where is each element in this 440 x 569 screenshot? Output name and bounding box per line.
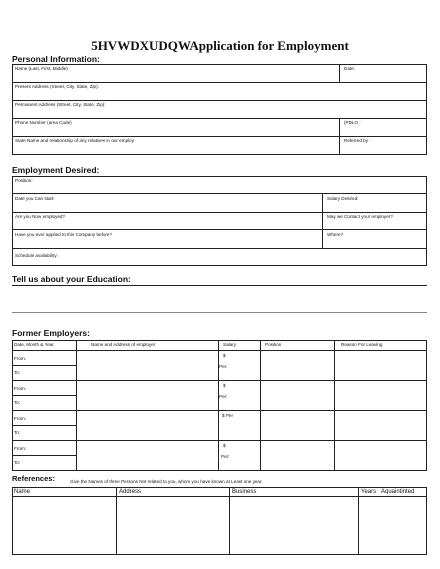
col-reason-header: Reason For Leaving [335, 341, 427, 351]
contact-field[interactable] [323, 213, 427, 230]
start-date-label: Date you Can start: [15, 196, 55, 201]
applied-field[interactable] [13, 230, 323, 249]
employer-cell[interactable] [77, 351, 219, 381]
personal-info-heading: Personal Information: [12, 54, 100, 64]
where-field[interactable] [323, 230, 427, 249]
ref-years-cell[interactable] [359, 497, 427, 555]
salary-cell[interactable]: $ Per: [219, 351, 261, 381]
permanent-address-label: Permanent Address (Street, City, State, Zip): [15, 102, 106, 107]
ref-years-header: Years [359, 488, 380, 497]
employer-cell[interactable] [77, 441, 219, 471]
to-cell[interactable]: To: [13, 396, 77, 411]
references-note: Give the Names of three Persons Not related to you, whom you have known at Least one year. [70, 479, 263, 484]
position-cell[interactable] [261, 441, 335, 471]
pdlo-field[interactable] [340, 119, 427, 137]
employer-cell[interactable] [77, 411, 219, 441]
position-label: Position: [15, 178, 33, 183]
document-title: 5HVWDXUDQWApplication for Employment [91, 38, 349, 53]
relatives-label: State Name and relationship of any relatives in our employ [15, 138, 134, 143]
reason-cell[interactable] [335, 351, 427, 381]
education-line-2[interactable] [12, 312, 427, 313]
pdlo-label: (PDLO : [344, 120, 361, 125]
schedule-label: Schedule availability: [15, 253, 58, 258]
name-field[interactable] [13, 65, 340, 83]
name-label: Name (Last, First, Middle) [15, 66, 68, 71]
contact-label: May we Contact your employer? [327, 214, 393, 219]
reason-cell[interactable] [335, 441, 427, 471]
personal-info-table [12, 64, 427, 155]
start-date-field[interactable] [13, 194, 323, 213]
ref-name-header: Name [13, 488, 117, 497]
education-line-1[interactable] [12, 285, 427, 286]
col-date-header: Date, Month & Year [13, 341, 77, 351]
to-cell[interactable]: To: [13, 456, 77, 471]
ref-name-cell[interactable] [13, 497, 117, 555]
present-address-label: Present Address (Street, City, State, Zip): [15, 84, 99, 89]
referred-label: Referred by : [344, 138, 371, 143]
salary-cell[interactable]: $ Per [219, 411, 261, 441]
to-cell[interactable]: To: [13, 426, 77, 441]
ref-business-cell[interactable] [230, 497, 359, 555]
ref-acquainted-header: Aquaintinted [379, 488, 427, 497]
employed-field[interactable] [13, 213, 323, 230]
salary-cell[interactable]: $ Per: [219, 441, 261, 471]
phone-field[interactable] [13, 119, 340, 137]
date-field[interactable] [340, 65, 427, 83]
phone-label: Phone Number (area Code) [15, 120, 72, 125]
present-address-field[interactable] [13, 83, 427, 101]
employed-label: Are you Now employed? [15, 214, 66, 219]
reason-cell[interactable] [335, 381, 427, 411]
from-cell[interactable]: From: [13, 351, 77, 366]
ref-address-header: Address [117, 488, 230, 497]
employer-cell[interactable] [77, 381, 219, 411]
employment-heading: Employment Desired: [12, 165, 100, 175]
former-employers-heading: Former Employers: [12, 328, 90, 338]
salary-cell[interactable]: $ Per: [219, 381, 261, 411]
to-cell[interactable]: To: [13, 366, 77, 381]
salary-desired-field[interactable] [323, 194, 427, 213]
col-salary-header: Salary [219, 341, 261, 351]
relatives-field[interactable] [13, 137, 340, 155]
position-cell[interactable] [261, 351, 335, 381]
applied-label: Have you ever applied to this Company before? [15, 232, 113, 237]
references-table [12, 487, 427, 555]
reason-cell[interactable] [335, 411, 427, 441]
schedule-field[interactable] [13, 249, 427, 266]
references-heading: References: [12, 474, 55, 483]
ref-business-header: Business [230, 488, 359, 497]
education-heading: Tell us about your Education: [12, 274, 131, 284]
position-cell[interactable] [261, 411, 335, 441]
from-cell[interactable]: From: [13, 381, 77, 396]
from-cell[interactable]: From: [13, 411, 77, 426]
col-employer-header: Name and Address of employer [77, 341, 219, 351]
date-label: Date: [344, 66, 355, 71]
referred-field[interactable] [340, 137, 427, 155]
position-cell[interactable] [261, 381, 335, 411]
where-label: Where? [327, 232, 344, 237]
employment-table [12, 176, 427, 266]
permanent-address-field[interactable] [13, 101, 427, 119]
former-employers-table [12, 340, 427, 471]
col-position-header: Position [261, 341, 335, 351]
from-cell[interactable]: From: [13, 441, 77, 456]
salary-desired-label: Salary Desired: [327, 196, 359, 201]
ref-address-cell[interactable] [117, 497, 230, 555]
position-field[interactable] [13, 177, 427, 194]
